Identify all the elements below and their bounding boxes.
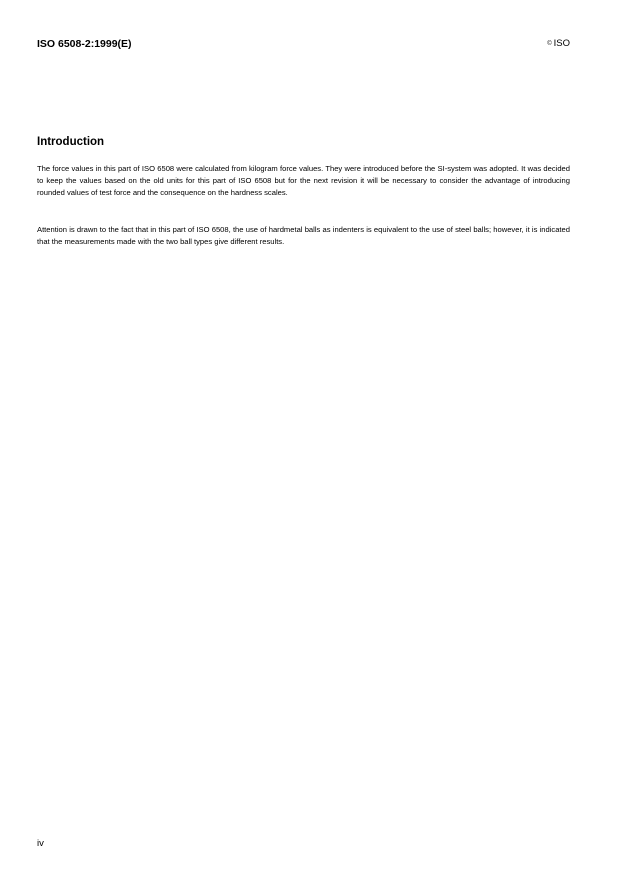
copyright-icon: © — [547, 41, 552, 47]
document-id: ISO 6508-2:1999(E) — [37, 38, 132, 50]
paragraph: The force values in this part of ISO 6508 were calculated from kilogram force values. They were introduced before the SI-system was adopted. It was decided to keep the values based on the old units for this part of ISO 6508 but for the next revision it will be necessary to consider the advantage of introducing rounded values of test force and the consequence on the hardness scales. — [37, 164, 570, 197]
copyright-notice — [547, 38, 570, 49]
page-number: iv — [37, 838, 44, 849]
section-title: Introduction — [37, 136, 105, 148]
paragraph: Attention is drawn to the fact that in this part of ISO 6508, the use of hardmetal balls as indenters is equivalent to the use of steel balls; however, it is indicated that the measurements made with the two ball types give different results. — [37, 225, 570, 246]
copyright-holder: ISO — [553, 38, 570, 49]
